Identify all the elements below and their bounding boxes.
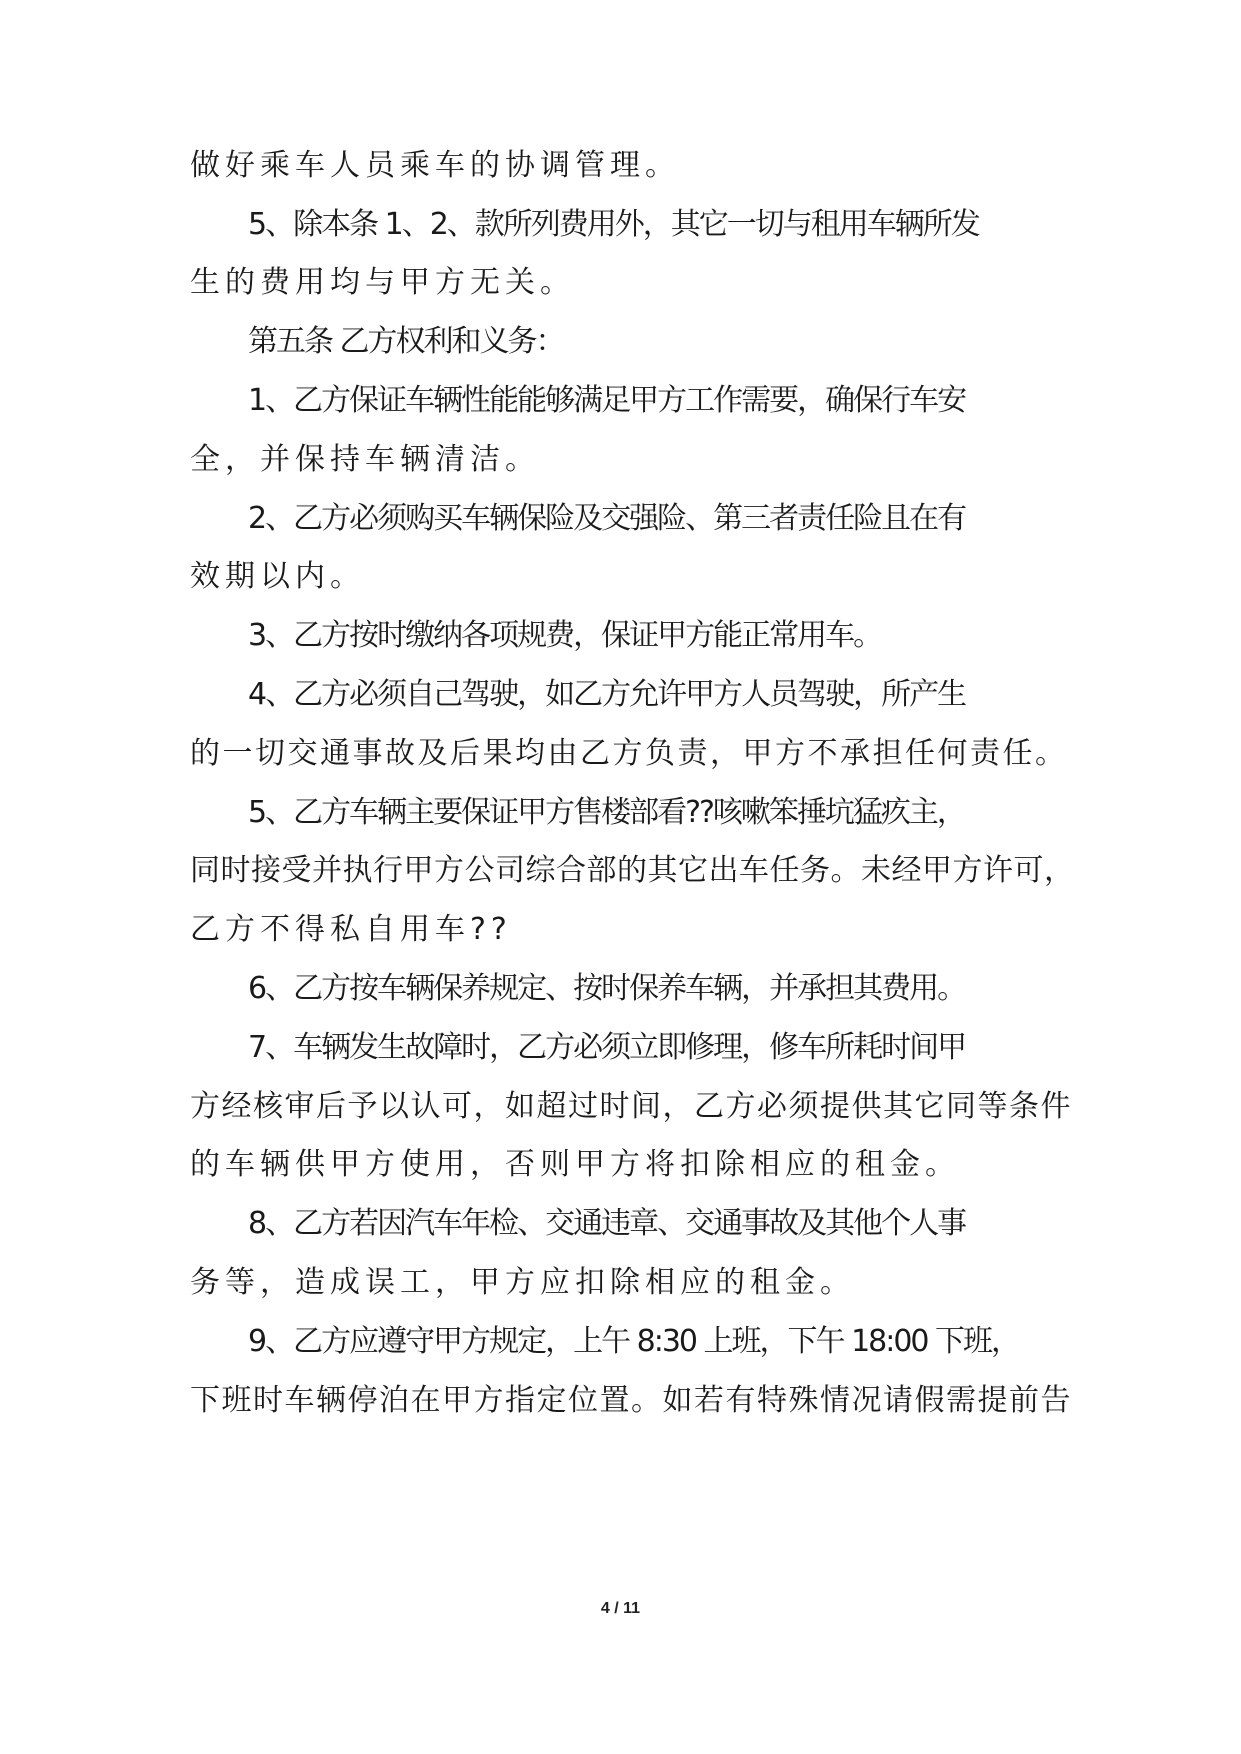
text-line-22: 下班时车辆停泊在甲方指定位置。如若有特殊情况请假需提前告	[190, 1383, 1072, 1418]
text-line-12: 5、乙方车辆主要保证甲方售楼部看??咳嗽笨捶坑猛疚主，	[248, 795, 965, 830]
text-line-6: 全，并保持车辆清洁。	[190, 442, 540, 477]
text-line-21: 9、乙方应遵守甲方规定，上午 8:30 上班，下午 18:00 下班，	[248, 1324, 1020, 1359]
text-line-14: 乙方不得私自用车??	[190, 912, 512, 947]
text-line-19: 8、乙方若因汽车年检、交通违章、交通事故及其他个人事	[248, 1206, 966, 1241]
page-number: 4 / 11	[600, 1600, 641, 1617]
text-line-1: 做好乘车人员乘车的协调管理。	[190, 148, 680, 183]
section-heading: 第五条 乙方权利和义务：	[248, 324, 564, 359]
text-line-9: 3、乙方按时缴纳各项规费，保证甲方能正常用车。	[248, 618, 882, 653]
text-line-16: 7、车辆发生故障时，乙方必须立即修理，修车所耗时间甲	[248, 1030, 966, 1065]
text-line-2: 5、除本条 1、2、款所列费用外，其它一切与租用车辆所发	[248, 207, 979, 242]
text-line-20: 务等，造成误工，甲方应扣除相应的租金。	[190, 1265, 855, 1300]
text-line-3: 生的费用均与甲方无关。	[190, 265, 575, 300]
text-line-8: 效期以内。	[190, 559, 365, 594]
text-line-17: 方经核审后予以认可，如超过时间，乙方必须提供其它同等条件	[190, 1089, 1072, 1124]
text-line-7: 2、乙方必须购买车辆保险及交强险、第三者责任险且在有	[248, 501, 966, 536]
text-line-5: 1、乙方保证车辆性能能够满足甲方工作需要，确保行车安	[248, 383, 966, 418]
text-line-11: 的一切交通事故及后果均由乙方负责，甲方不承担任何责任。	[190, 736, 1068, 771]
text-line-10: 4、乙方必须自己驾驶，如乙方允许甲方人员驾驶，所产生	[248, 677, 966, 712]
text-line-15: 6、乙方按车辆保养规定、按时保养车辆，并承担其费用。	[248, 971, 966, 1006]
text-line-13: 同时接受并执行甲方公司综合部的其它出车任务。未经甲方许可，	[190, 853, 1075, 888]
text-line-18: 的车辆供甲方使用，否则甲方将扣除相应的租金。	[190, 1147, 960, 1182]
